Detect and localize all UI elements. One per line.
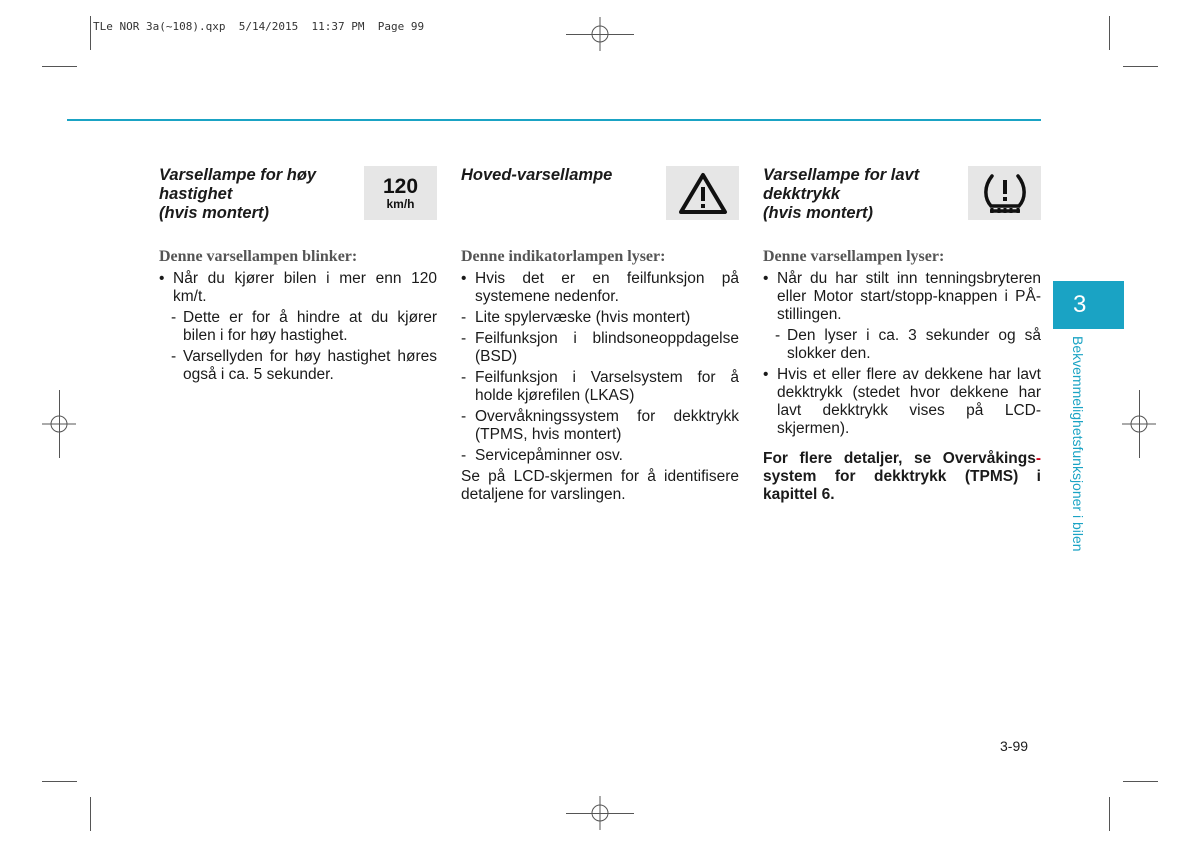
bullet-item: • Hvis et eller flere av dekkene har lavt dekktrykk (stedet hvor dekkene har lavt dekktrykk vises på LCD- skjermen).: [763, 366, 1041, 438]
section-title: [159, 166, 344, 223]
top-rule: [67, 119, 1041, 121]
chapter-title-text: Bekvemmelighetsfunksjoner i bilen: [1070, 336, 1086, 552]
dash-item: - Lite spylervæske (hvis montert): [461, 309, 739, 327]
dash-item: - Feilfunksjon i blindsoneoppdagelse (BSD): [461, 330, 739, 366]
print-header: TLe NOR 3a(~108).qxp 5/14/2015 11:37 PM Page 99: [93, 20, 425, 33]
chapter-title: [1070, 336, 1090, 586]
section-header: [461, 166, 739, 228]
chapter-tab: 3: [1053, 281, 1124, 329]
crop-mark: [90, 797, 91, 831]
bullet-item: • Når du kjører bilen i mer enn 120 km/t.: [159, 270, 437, 306]
title-line: Hoved-varsellampe: [461, 166, 613, 184]
title-line: Varsellampe for høy: [159, 166, 317, 184]
tire-pressure-icon: [968, 166, 1041, 220]
speed-120-icon: [364, 166, 437, 220]
dash-item: - Feilfunksjon i Varselsystem for å holde kjørefilen (LKAS): [461, 369, 739, 405]
dash-item: - Dette er for å hindre at du kjører bilen i for høy hastighet.: [159, 309, 437, 345]
section-title: [461, 166, 646, 185]
section-header: [763, 166, 1041, 228]
title-line: Varsellampe for lavt: [763, 166, 920, 184]
title-line: dekktrykk: [763, 185, 841, 203]
section-subheading: Denne varsellampen lyser:: [763, 248, 945, 265]
crop-mark: [1123, 66, 1158, 67]
bullet-item: • Når du har stilt inn tenningsbryteren eller Motor start/stopp-knappen i PÅ-stillingen.: [763, 270, 1041, 324]
dash-item: - Servicepåminner osv.: [461, 447, 739, 465]
reference-note: [763, 450, 1041, 504]
note-text: For flere detaljer, se Overvåkings: [763, 450, 1036, 467]
title-line: (hvis montert): [159, 204, 270, 222]
note-text: system for dekktrykk (TPMS) i kapittel 6.: [763, 468, 1041, 503]
dash-item: - Varsellyden for høy hastighet høres også i ca. 5 sekunder.: [159, 348, 437, 384]
note-hyphen: -: [1035, 450, 1041, 467]
paragraph: Se på LCD-skjermen for å identifisere detaljene for varslingen.: [461, 468, 739, 503]
section-title: [763, 166, 948, 223]
speed-value: 120: [382, 175, 419, 198]
dash-item: - Overvåkningssystem for dekktrykk (TPMS, hvis montert): [461, 408, 739, 444]
section-header: [159, 166, 437, 228]
dash-item: - Den lyser i ca. 3 sekunder og så slokker den.: [763, 327, 1041, 363]
registration-mark-icon: [583, 796, 617, 830]
bullet-item: • Hvis det er en feilfunksjon på systemene nedenfor.: [461, 270, 739, 306]
registration-mark-icon: [1122, 407, 1156, 441]
registration-mark-icon: [42, 407, 76, 441]
crop-mark: [42, 66, 77, 67]
crop-mark: [1109, 16, 1110, 50]
title-line: hastighet: [159, 185, 233, 203]
page-number: 3-99: [1000, 738, 1029, 754]
section-master-warning: [461, 166, 739, 504]
crop-mark: [90, 16, 91, 50]
section-subheading: Denne varsellampen blinker:: [159, 248, 358, 265]
section-low-tire-pressure: [763, 166, 1041, 504]
section-high-speed-warning: [159, 166, 437, 387]
speed-unit: km/h: [386, 197, 415, 211]
crop-mark: [1109, 797, 1110, 831]
registration-mark-icon: [583, 17, 617, 51]
title-line: (hvis montert): [763, 204, 874, 222]
section-subheading: Denne indikatorlampen lyser:: [461, 248, 666, 265]
crop-mark: [1123, 781, 1158, 782]
crop-mark: [42, 781, 77, 782]
warning-triangle-icon: [666, 166, 739, 220]
